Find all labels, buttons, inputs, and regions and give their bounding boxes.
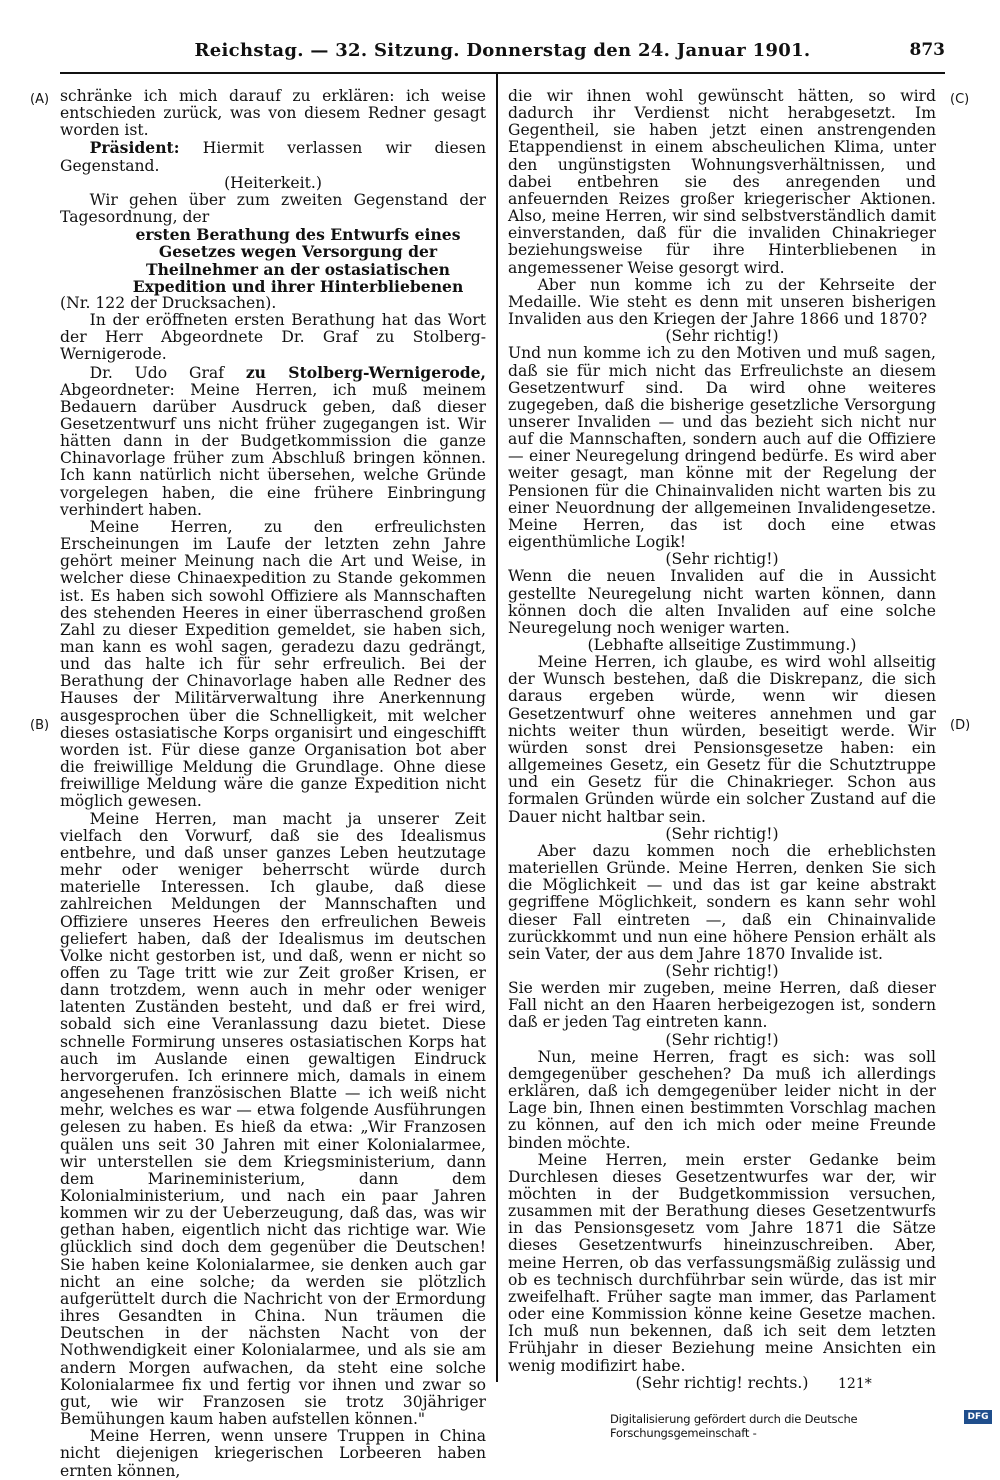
- speech-text: Abgeordneter: Meine Herren, ich muß meinem Bedauern darüber Ausdruck geben, daß dieser Gesetzentwurf uns nicht früher zugegangen ist. Wir hätten dann in der Budgetkommission die ganze Chinavorlage früher zum Abschluß bringen können. Ich kann natürlich nicht übersehen, welche Gründe vorgelegen haben, die eine frühere Einbringung verhindert haben.: [60, 380, 486, 519]
- left-column: [60, 88, 486, 1480]
- paragraph: Wenn die neuen Invaliden auf die in Aussicht gestellte Neuregelung nicht warten können, dann können doch die alten Invaliden auf eine solche Neuregelung noch weniger warten.: [508, 567, 936, 637]
- president-statement: [60, 139, 486, 174]
- reaction: (Lebhafte allseitige Zustimmung.): [587, 636, 857, 654]
- paragraph: Meine Herren, mein erster Gedanke beim Durchlesen dieses Gesetzentwurfes war der, wir möchten in der Budgetkommission versuchen, zusammen mit der Berathung dieses Gesetzentwurfs in das Pensionsgesetz vom Jahre 1871 die Sätze dieses Gesetzentwurfs hineinzuschreiben. Aber, meine Herren, ob das verfassungsmäßig zulässig und ob es technisch durchführbar sein würde, das ist mir zweifelhaft. Früher sagte man immer, das Parlament oder eine Kommission könne keine Gesetze machen. Ich muß nun bekennen, daß ich seit dem letzten Frühjahr in dieser Beziehung meine Ansichten ein wenig modifizirt habe.: [508, 1150, 936, 1375]
- speaker-name: zu Stolberg-Wernigerode,: [245, 362, 486, 382]
- reaction: (Sehr richtig!): [665, 327, 779, 346]
- paragraph: schränke ich mich darauf zu erklären: ich weise entschieden zurück, was von diesem Redner gesagt worden ist.: [60, 87, 486, 140]
- paragraph: Meine Herren, zu den erfreulichsten Erscheinungen im Laufe der letzten zehn Jahre gehört meiner Meinung nach die Art und Weise, in welcher diese Chinaexpedition zu Stande gekommen ist. Es haben sich sowohl Offiziere als Mannschaften des stehenden Heeres in einer überraschend großen Zahl zu dieser Expedition gemeldet, sie haben sich, man kann es wohl sagen, geradezu dazu gedrängt, und das halte ich für sehr erfreulich. Bei der Berathung der Chinavorlage haben alle Redner des Hauses der Militärverwaltung ihre Anerkennung ausgesprochen über die Schnelligkeit, mit welcher dieses ostasiatische Korps organisirt und eingeschifft worden ist. Für diese ganze Organisation bot aber die freiwillige Meldung die Grundlage. Ohne diese freiwillige Meldung wäre die ganze Expedition nicht möglich gewesen.: [60, 517, 486, 811]
- speech-opening: [60, 364, 486, 519]
- document-reference: (Nr. 122 der Drucksachen).: [60, 293, 277, 312]
- margin-marker-a: (A): [30, 92, 50, 107]
- paragraph: Wir gehen über zum zweiten Gegenstand der Tagesordnung, der: [60, 190, 486, 227]
- paragraph: In der eröffneten ersten Berathung hat das Wort der Herr Abgeordnete Dr. Graf zu Stolberg-Wernigerode.: [60, 311, 486, 364]
- paragraph: Nun, meine Herren, fragt es sich: was soll demgegenüber geschehen? Da muß ich allerdings erklären, daß ich demgegenüber leider nicht in der Lage bin, Ihnen einen bestimmten Vorschlag machen zu können, auf den ich mich oder meine Freunde binden möchte.: [508, 1047, 936, 1152]
- dfg-logo: DFG: [964, 1410, 992, 1424]
- paragraph: die wir ihnen wohl gewünscht hätten, so wird dadurch ihr Verdienst nicht herabgesetzt. Im Gegentheil, sie haben jetzt einen anstrengenden Etappendienst in einem abscheulichen Klima, unter den ungünstigsten Wohnungsverhältnissen, und dabei entbehren sie des anregenden und anfeuernden Reizes großer kriegerischer Aktionen. Also, meine Herren, wir sind selbstverständlich damit einverstanden, daß für die invaliden Chinakrieger beziehungsweise für ihre Hinterbliebenen in angemessener Weise gesorgt wird.: [508, 87, 936, 277]
- reaction: (Sehr richtig!): [665, 550, 779, 569]
- column-divider: [496, 72, 498, 1382]
- reaction: (Sehr richtig!): [665, 961, 779, 980]
- page-header: [60, 40, 945, 70]
- agenda-item-title: ersten Berathung des Entwurfs eines Gesetzes wegen Versorgung der Theilnehmer an der ostasiatischen Expedition und ihrer Hinterbliebenen: [132, 225, 464, 296]
- page-number: 873: [909, 40, 945, 60]
- margin-marker-d: (D): [950, 718, 971, 733]
- margin-marker-b: (B): [30, 718, 50, 733]
- reaction: (Sehr richtig!): [665, 824, 779, 843]
- margin-marker-c: (C): [950, 92, 970, 107]
- reaction: (Sehr richtig!): [665, 1030, 779, 1049]
- paragraph: Meine Herren, wenn unsere Truppen in China nicht diejenigen kriegerischen Lorbeeren haben ernten können,: [60, 1427, 486, 1480]
- paragraph: Meine Herren, ich glaube, es wird wohl allseitig der Wunsch bestehen, daß die Diskrepanz, die sich daraus ergeben würde, wenn wir diesen Gesetzentwurf ohne weiteres annehmen und gar nichts weiter thun würden, beseitigt werde. Wir würden sonst drei Pensionsgesetze haben: ein allgemeines Gesetz, ein Gesetz für die Schutztruppe und ein Gesetz für die Chinakrieger. Schon aus formalen Gründen würde ein solcher Zustand auf die Dauer nicht haltbar sein.: [508, 653, 936, 826]
- header-rule: [60, 72, 945, 74]
- reaction: (Sehr richtig! rechts.): [635, 1373, 809, 1392]
- paragraph: Sie werden mir zugeben, meine Herren, daß dieser Fall nicht an den Haaren herbeigezogen ist, sondern daß er jeden Tag eintreten kann.: [508, 979, 936, 1032]
- digitization-credit: Digitalisierung gefördert durch die Deutsche Forschungsgemeinschaft -: [610, 1412, 858, 1440]
- speaker-name: Präsident:: [89, 138, 180, 158]
- speaker-prefix: Dr. Udo Graf: [89, 363, 224, 382]
- statement-text: Hiermit verlassen wir diesen Gegenstand.: [60, 139, 486, 175]
- paragraph: Aber nun komme ich zu der Kehrseite der Medaille. Wie steht es denn mit unseren bisherigen Invaliden aus den Kriegen der Jahre 1866 und 1870?: [508, 275, 936, 329]
- header-title: Reichstag. — 32. Sitzung. Donnerstag den 24. Januar 1901.: [194, 40, 811, 61]
- signature-mark: 121*: [838, 1376, 872, 1392]
- right-column: [508, 88, 936, 1392]
- paragraph: Aber dazu kommen noch die erheblichsten materiellen Gründe. Meine Herren, denken Sie sich die Möglichkeit — und das ist gar keine abstrakt gegriffene Möglichkeit, sondern es kann sehr wohl dieser Fall eintreten —, daß ein Chinainvalide zurückkommt und nun eine höhere Pension erhält als sein Vater, der aus dem Jahre 1870 Invalide ist.: [508, 841, 936, 963]
- paragraph: Und nun komme ich zu den Motiven und muß sagen, daß sie für mich nicht das Erfreulichste an diesem Gesetzentwurf sind. Da wird ohne weiteres zugegeben, daß die bisherige gesetzliche Versorgung unserer Invaliden — und das bezieht sich nicht nur auf die Mannschaften, sondern auch auf die Offiziere — einer Neuregelung dringend bedürfe. Es wird aber weiter gesagt, man könne mit der Regelung der Pensionen für die Chinainvaliden nicht warten bis zu einer Neuordnung der allgemeinen Invalidengesetze. Meine Herren, das ist doch eine etwas eigenthümliche Logik!: [508, 344, 936, 552]
- reaction: (Heiterkeit.): [224, 173, 322, 192]
- paragraph: Meine Herren, man macht ja unserer Zeit vielfach den Vorwurf, daß sie des Idealismus entbehre, und daß unser ganzes Leben heutzutage mehr oder weniger beherrscht würde durch materielle Interessen. Ich glaube, daß diese zahlreichen Meldungen der Mannschaften und Offiziere unseres Heeres den erfreulichen Beweis geliefert haben, daß der Idealismus im deutschen Volke nicht gestorben ist, und daß, wenn er nicht so offen zu Tage tritt wie zur Zeit großer Krisen, er dann trotzdem, wenn auch in mehr oder weniger latenten Zuständen besteht, und daß er frei wird, sobald sich eine Veranlassung dazu bietet. Diese schnelle Formirung unseres ostasiatischen Korps hat auch im Auslande einen gewaltigen Eindruck hervorgerufen. Ich erinnere mich, damals in einem angesehenen französischen Blatte — ich weiß nicht mehr, welches es war — etwa folgende Ausführungen gelesen zu haben. Es hieß da etwa: „Wir Franzosen quälen uns seit 30 Jahren mit einer Kolonialarmee, wir unterstellen sie dem Kriegsministerium, dann dem Marineministerium, dann dem Kolonialministerium, und nach ein paar Jahren kommen wir zu der Ueberzeugung, daß das, was wir gethan haben, eigentlich nicht das richtige war. Wie glücklich sind doch dem gegenüber die Deutschen! Sie haben keine Kolonialarmee, sie denken auch gar nicht an eine solche; da werden sie plötzlich aufgerüttelt durch die Nachricht von der Ermordung ihres Gesandten in China. Nun träumen die Deutschen in der nächsten Nacht von der Nothwendigkeit einer Kolonialarmee, und als sie am andern Morgen aufwachen, da steht eine solche Kolonialarmee fix und fertig vor ihnen und zwar so gut, wie wir Franzosen sie trotz 30jähriger Bemühungen kaum haben aufstellen können.": [60, 809, 486, 1429]
